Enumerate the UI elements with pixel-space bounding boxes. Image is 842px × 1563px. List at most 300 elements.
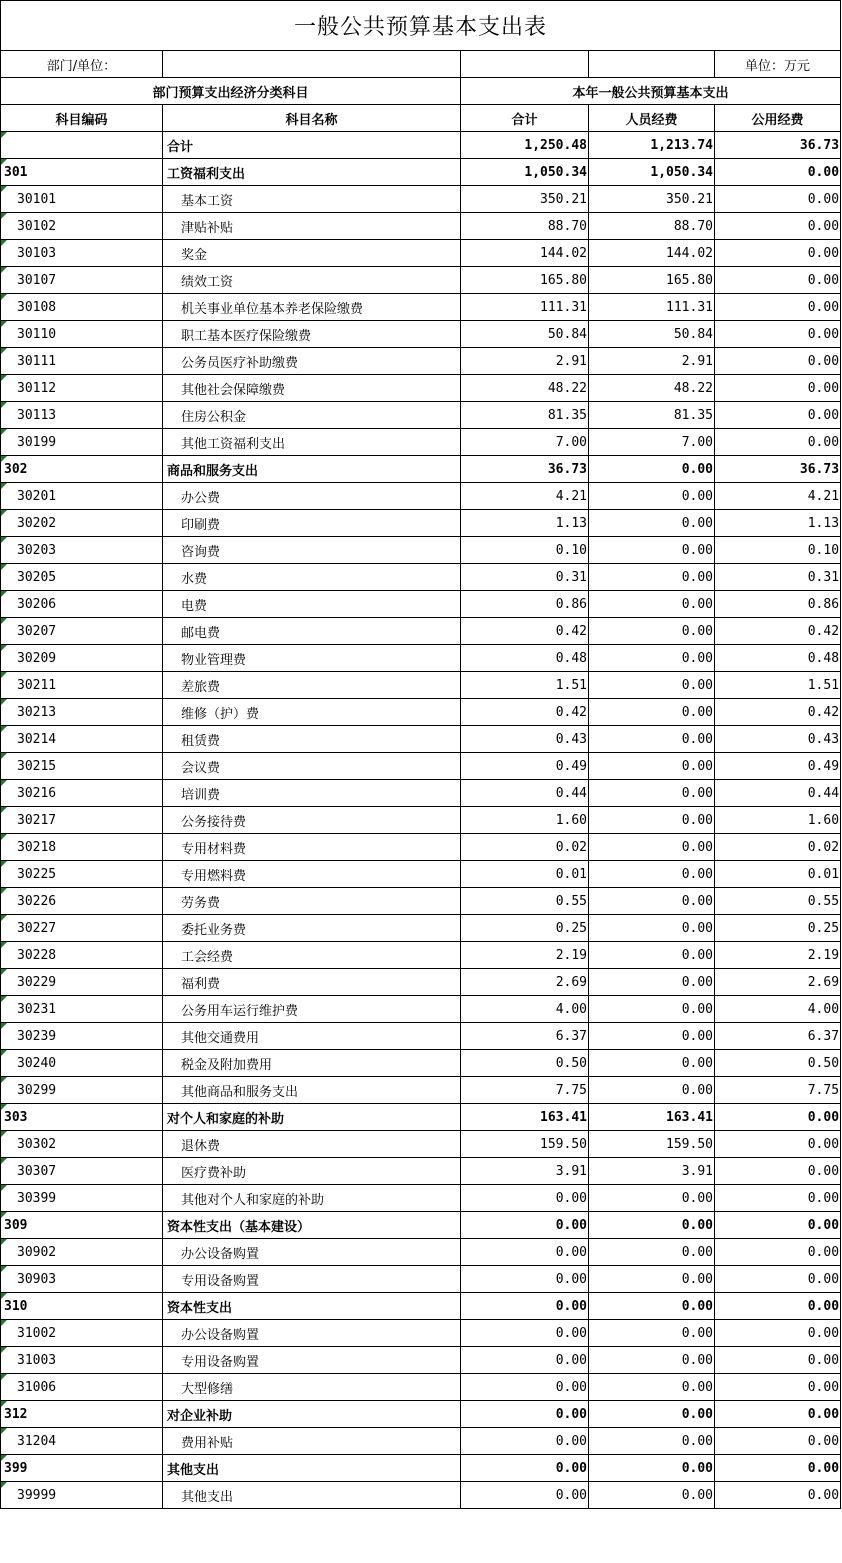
row-name-cell[interactable]: 其他对个人和家庭的补助 bbox=[163, 1185, 461, 1212]
row-code-cell[interactable]: 31204 bbox=[1, 1428, 163, 1455]
meta-empty-cell[interactable] bbox=[461, 51, 589, 78]
row-name-cell[interactable]: 培训费 bbox=[163, 780, 461, 807]
row-name-cell[interactable]: 公务员医疗补助缴费 bbox=[163, 348, 461, 375]
row-code-cell[interactable]: 31006 bbox=[1, 1374, 163, 1401]
row-code-cell[interactable]: 30228 bbox=[1, 942, 163, 969]
row-code-cell[interactable]: 30201 bbox=[1, 483, 163, 510]
row-personnel-cell[interactable]: 0.00 bbox=[589, 1482, 715, 1509]
row-total-cell[interactable]: 1.51 bbox=[461, 672, 589, 699]
table-row bbox=[1, 375, 841, 402]
row-name-cell[interactable]: 合计 bbox=[163, 132, 461, 159]
row-personnel-cell[interactable]: 0.00 bbox=[589, 537, 715, 564]
row-public-cell[interactable]: 0.10 bbox=[715, 537, 841, 564]
row-personnel-cell[interactable]: 48.22 bbox=[589, 375, 715, 402]
row-personnel-cell[interactable]: 159.50 bbox=[589, 1131, 715, 1158]
title-row bbox=[1, 1, 841, 51]
row-code-cell[interactable]: 301 bbox=[1, 159, 163, 186]
row-public-cell[interactable]: 0.00 bbox=[715, 429, 841, 456]
row-total-cell[interactable]: 2.69 bbox=[461, 969, 589, 996]
table-row bbox=[1, 186, 841, 213]
row-public-cell[interactable]: 6.37 bbox=[715, 1023, 841, 1050]
row-code-cell[interactable]: 30215 bbox=[1, 753, 163, 780]
row-personnel-cell[interactable]: 0.00 bbox=[589, 780, 715, 807]
row-personnel-cell[interactable]: 0.00 bbox=[589, 618, 715, 645]
row-name-cell[interactable]: 其他支出 bbox=[163, 1482, 461, 1509]
row-total-cell[interactable]: 0.25 bbox=[461, 915, 589, 942]
row-total-cell[interactable]: 2.91 bbox=[461, 348, 589, 375]
table-row bbox=[1, 645, 841, 672]
row-public-cell[interactable]: 0.48 bbox=[715, 645, 841, 672]
row-total-cell[interactable]: 0.86 bbox=[461, 591, 589, 618]
row-total-cell[interactable]: 88.70 bbox=[461, 213, 589, 240]
row-total-cell[interactable]: 111.31 bbox=[461, 294, 589, 321]
row-code-cell[interactable]: 30240 bbox=[1, 1050, 163, 1077]
row-name-cell[interactable]: 绩效工资 bbox=[163, 267, 461, 294]
row-name-cell[interactable]: 税金及附加费用 bbox=[163, 1050, 461, 1077]
row-total-cell[interactable]: 50.84 bbox=[461, 321, 589, 348]
row-total-cell[interactable]: 36.73 bbox=[461, 456, 589, 483]
row-name-cell[interactable]: 公务用车运行维护费 bbox=[163, 996, 461, 1023]
table-row bbox=[1, 348, 841, 375]
row-code-cell[interactable]: 30217 bbox=[1, 807, 163, 834]
row-name-cell[interactable]: 大型修缮 bbox=[163, 1374, 461, 1401]
row-name-cell[interactable]: 物业管理费 bbox=[163, 645, 461, 672]
header-code: 科目编码 bbox=[1, 105, 163, 132]
row-code-cell[interactable]: 30216 bbox=[1, 780, 163, 807]
row-code-cell[interactable]: 399 bbox=[1, 1455, 163, 1482]
row-name-cell[interactable]: 劳务费 bbox=[163, 888, 461, 915]
row-name-cell[interactable]: 退休费 bbox=[163, 1131, 461, 1158]
row-name-cell[interactable]: 资本性支出 bbox=[163, 1293, 461, 1320]
table-row bbox=[1, 483, 841, 510]
row-total-cell[interactable]: 0.00 bbox=[461, 1482, 589, 1509]
row-name-cell[interactable]: 商品和服务支出 bbox=[163, 456, 461, 483]
meta-empty-cell[interactable] bbox=[589, 51, 715, 78]
row-name-cell[interactable]: 租赁费 bbox=[163, 726, 461, 753]
row-public-cell[interactable]: 1.51 bbox=[715, 672, 841, 699]
table-row bbox=[1, 618, 841, 645]
table-row bbox=[1, 159, 841, 186]
row-personnel-cell[interactable]: 0.00 bbox=[589, 1401, 715, 1428]
row-name-cell[interactable]: 专用设备购置 bbox=[163, 1347, 461, 1374]
row-personnel-cell[interactable]: 0.00 bbox=[589, 1320, 715, 1347]
row-public-cell[interactable]: 0.00 bbox=[715, 1374, 841, 1401]
row-public-cell[interactable]: 0.00 bbox=[715, 1131, 841, 1158]
row-name-cell[interactable]: 其他交通费用 bbox=[163, 1023, 461, 1050]
row-total-cell[interactable]: 0.44 bbox=[461, 780, 589, 807]
row-code-cell[interactable]: 30307 bbox=[1, 1158, 163, 1185]
row-code-cell[interactable]: 31003 bbox=[1, 1347, 163, 1374]
header-total: 合计 bbox=[461, 105, 589, 132]
row-total-cell[interactable]: 48.22 bbox=[461, 375, 589, 402]
row-public-cell[interactable]: 1.13 bbox=[715, 510, 841, 537]
row-code-cell[interactable]: 30111 bbox=[1, 348, 163, 375]
table-row bbox=[1, 1104, 841, 1131]
row-code-cell[interactable]: 312 bbox=[1, 1401, 163, 1428]
table-row bbox=[1, 672, 841, 699]
row-public-cell[interactable]: 0.00 bbox=[715, 186, 841, 213]
row-public-cell[interactable]: 36.73 bbox=[715, 132, 841, 159]
row-personnel-cell[interactable]: 0.00 bbox=[589, 564, 715, 591]
row-personnel-cell[interactable]: 0.00 bbox=[589, 1023, 715, 1050]
row-public-cell[interactable]: 0.00 bbox=[715, 402, 841, 429]
row-name-cell[interactable]: 对个人和家庭的补助 bbox=[163, 1104, 461, 1131]
dept-value-cell[interactable] bbox=[163, 51, 461, 78]
row-personnel-cell[interactable]: 0.00 bbox=[589, 1374, 715, 1401]
row-name-cell[interactable]: 住房公积金 bbox=[163, 402, 461, 429]
row-total-cell[interactable]: 0.00 bbox=[461, 1401, 589, 1428]
row-public-cell[interactable]: 0.00 bbox=[715, 1239, 841, 1266]
row-code-cell[interactable]: 30205 bbox=[1, 564, 163, 591]
row-personnel-cell[interactable]: 0.00 bbox=[589, 510, 715, 537]
row-name-cell[interactable]: 其他工资福利支出 bbox=[163, 429, 461, 456]
row-code-cell[interactable]: 30229 bbox=[1, 969, 163, 996]
row-public-cell[interactable]: 0.25 bbox=[715, 915, 841, 942]
row-total-cell[interactable]: 163.41 bbox=[461, 1104, 589, 1131]
row-personnel-cell[interactable]: 0.00 bbox=[589, 1347, 715, 1374]
row-total-cell[interactable]: 3.91 bbox=[461, 1158, 589, 1185]
row-code-cell[interactable]: 30209 bbox=[1, 645, 163, 672]
row-total-cell[interactable]: 7.75 bbox=[461, 1077, 589, 1104]
table-row bbox=[1, 1131, 841, 1158]
row-total-cell[interactable]: 7.00 bbox=[461, 429, 589, 456]
row-code-cell[interactable]: 39999 bbox=[1, 1482, 163, 1509]
row-personnel-cell[interactable]: 0.00 bbox=[589, 483, 715, 510]
row-public-cell[interactable]: 0.00 bbox=[715, 1293, 841, 1320]
row-name-cell[interactable]: 印刷费 bbox=[163, 510, 461, 537]
row-code-cell[interactable]: 30302 bbox=[1, 1131, 163, 1158]
row-code-cell[interactable]: 30101 bbox=[1, 186, 163, 213]
table-row bbox=[1, 321, 841, 348]
row-code-cell[interactable]: 30103 bbox=[1, 240, 163, 267]
row-public-cell[interactable]: 2.19 bbox=[715, 942, 841, 969]
row-code-cell[interactable]: 30299 bbox=[1, 1077, 163, 1104]
row-public-cell[interactable]: 2.69 bbox=[715, 969, 841, 996]
row-code-cell[interactable]: 30903 bbox=[1, 1266, 163, 1293]
row-public-cell[interactable]: 36.73 bbox=[715, 456, 841, 483]
row-total-cell[interactable]: 4.21 bbox=[461, 483, 589, 510]
row-name-cell[interactable]: 奖金 bbox=[163, 240, 461, 267]
row-total-cell[interactable]: 1.13 bbox=[461, 510, 589, 537]
row-code-cell[interactable]: 30231 bbox=[1, 996, 163, 1023]
row-public-cell[interactable]: 0.42 bbox=[715, 618, 841, 645]
row-public-cell[interactable]: 0.00 bbox=[715, 240, 841, 267]
row-total-cell[interactable]: 0.00 bbox=[461, 1374, 589, 1401]
row-personnel-cell[interactable]: 3.91 bbox=[589, 1158, 715, 1185]
row-public-cell[interactable]: 0.00 bbox=[715, 1212, 841, 1239]
row-code-cell[interactable] bbox=[1, 132, 163, 159]
row-public-cell[interactable]: 0.86 bbox=[715, 591, 841, 618]
row-code-cell[interactable]: 30206 bbox=[1, 591, 163, 618]
row-public-cell[interactable]: 0.00 bbox=[715, 1401, 841, 1428]
row-code-cell[interactable]: 31002 bbox=[1, 1320, 163, 1347]
row-name-cell[interactable]: 专用燃料费 bbox=[163, 861, 461, 888]
row-personnel-cell[interactable]: 0.00 bbox=[589, 942, 715, 969]
row-code-cell[interactable]: 30239 bbox=[1, 1023, 163, 1050]
row-public-cell[interactable]: 0.00 bbox=[715, 1266, 841, 1293]
table-row bbox=[1, 1023, 841, 1050]
row-total-cell[interactable]: 0.00 bbox=[461, 1239, 589, 1266]
row-name-cell[interactable]: 差旅费 bbox=[163, 672, 461, 699]
table-row bbox=[1, 1320, 841, 1347]
table-row bbox=[1, 294, 841, 321]
row-public-cell[interactable]: 1.60 bbox=[715, 807, 841, 834]
row-name-cell[interactable]: 机关事业单位基本养老保险缴费 bbox=[163, 294, 461, 321]
row-total-cell[interactable]: 0.43 bbox=[461, 726, 589, 753]
row-total-cell[interactable]: 0.02 bbox=[461, 834, 589, 861]
row-public-cell[interactable]: 0.44 bbox=[715, 780, 841, 807]
row-public-cell[interactable]: 0.31 bbox=[715, 564, 841, 591]
row-name-cell[interactable]: 专用设备购置 bbox=[163, 1266, 461, 1293]
row-name-cell[interactable]: 津贴补贴 bbox=[163, 213, 461, 240]
table-row bbox=[1, 1293, 841, 1320]
row-public-cell[interactable]: 0.49 bbox=[715, 753, 841, 780]
table-row bbox=[1, 1455, 841, 1482]
row-name-cell[interactable]: 办公设备购置 bbox=[163, 1320, 461, 1347]
row-personnel-cell[interactable]: 0.00 bbox=[589, 726, 715, 753]
table-row bbox=[1, 1212, 841, 1239]
table-row bbox=[1, 942, 841, 969]
row-public-cell[interactable]: 0.00 bbox=[715, 1482, 841, 1509]
row-name-cell[interactable]: 其他社会保障缴费 bbox=[163, 375, 461, 402]
table-row bbox=[1, 510, 841, 537]
row-name-cell[interactable]: 医疗费补助 bbox=[163, 1158, 461, 1185]
row-name-cell[interactable]: 维修（护）费 bbox=[163, 699, 461, 726]
row-personnel-cell[interactable]: 0.00 bbox=[589, 1239, 715, 1266]
row-name-cell[interactable]: 工会经费 bbox=[163, 942, 461, 969]
row-public-cell[interactable]: 0.55 bbox=[715, 888, 841, 915]
row-name-cell[interactable]: 专用材料费 bbox=[163, 834, 461, 861]
row-code-cell[interactable]: 30199 bbox=[1, 429, 163, 456]
row-name-cell[interactable]: 其他支出 bbox=[163, 1455, 461, 1482]
row-name-cell[interactable]: 福利费 bbox=[163, 969, 461, 996]
row-name-cell[interactable]: 对企业补助 bbox=[163, 1401, 461, 1428]
row-name-cell[interactable]: 电费 bbox=[163, 591, 461, 618]
row-total-cell[interactable]: 0.00 bbox=[461, 1428, 589, 1455]
row-total-cell[interactable]: 2.19 bbox=[461, 942, 589, 969]
row-personnel-cell[interactable]: 0.00 bbox=[589, 753, 715, 780]
table-row bbox=[1, 915, 841, 942]
row-code-cell[interactable]: 302 bbox=[1, 456, 163, 483]
row-total-cell[interactable]: 0.49 bbox=[461, 753, 589, 780]
table-row bbox=[1, 1374, 841, 1401]
row-code-cell[interactable]: 30110 bbox=[1, 321, 163, 348]
table-row bbox=[1, 888, 841, 915]
row-personnel-cell[interactable]: 1,050.34 bbox=[589, 159, 715, 186]
row-public-cell[interactable]: 0.00 bbox=[715, 1104, 841, 1131]
group-header-left: 部门预算支出经济分类科目 bbox=[1, 78, 461, 105]
row-public-cell[interactable]: 0.00 bbox=[715, 1320, 841, 1347]
row-code-cell[interactable]: 303 bbox=[1, 1104, 163, 1131]
row-name-cell[interactable]: 工资福利支出 bbox=[163, 159, 461, 186]
row-personnel-cell[interactable]: 0.00 bbox=[589, 1293, 715, 1320]
row-code-cell[interactable]: 30226 bbox=[1, 888, 163, 915]
row-public-cell[interactable]: 0.01 bbox=[715, 861, 841, 888]
row-personnel-cell[interactable]: 111.31 bbox=[589, 294, 715, 321]
row-total-cell[interactable]: 0.00 bbox=[461, 1347, 589, 1374]
table-row bbox=[1, 591, 841, 618]
row-personnel-cell[interactable]: 0.00 bbox=[589, 1077, 715, 1104]
row-personnel-cell[interactable]: 7.00 bbox=[589, 429, 715, 456]
row-total-cell[interactable]: 0.48 bbox=[461, 645, 589, 672]
row-personnel-cell[interactable]: 0.00 bbox=[589, 672, 715, 699]
row-personnel-cell[interactable]: 350.21 bbox=[589, 186, 715, 213]
row-public-cell[interactable]: 0.00 bbox=[715, 1455, 841, 1482]
row-public-cell[interactable]: 0.42 bbox=[715, 699, 841, 726]
row-code-cell[interactable]: 30113 bbox=[1, 402, 163, 429]
row-public-cell[interactable]: 0.00 bbox=[715, 1158, 841, 1185]
row-name-cell[interactable]: 办公设备购置 bbox=[163, 1239, 461, 1266]
row-code-cell[interactable]: 30108 bbox=[1, 294, 163, 321]
row-code-cell[interactable]: 30112 bbox=[1, 375, 163, 402]
row-total-cell[interactable]: 0.00 bbox=[461, 1455, 589, 1482]
row-total-cell[interactable]: 0.00 bbox=[461, 1320, 589, 1347]
table-row bbox=[1, 1239, 841, 1266]
row-public-cell[interactable]: 0.00 bbox=[715, 1428, 841, 1455]
row-code-cell[interactable]: 30399 bbox=[1, 1185, 163, 1212]
row-total-cell[interactable]: 0.10 bbox=[461, 537, 589, 564]
row-personnel-cell[interactable]: 81.35 bbox=[589, 402, 715, 429]
row-total-cell[interactable]: 4.00 bbox=[461, 996, 589, 1023]
row-code-cell[interactable]: 30225 bbox=[1, 861, 163, 888]
header-personnel: 人员经费 bbox=[589, 105, 715, 132]
row-personnel-cell[interactable]: 0.00 bbox=[589, 1050, 715, 1077]
header-name: 科目名称 bbox=[163, 105, 461, 132]
row-personnel-cell[interactable]: 0.00 bbox=[589, 969, 715, 996]
dept-label: 部门/单位： bbox=[1, 51, 163, 78]
row-code-cell[interactable]: 30203 bbox=[1, 537, 163, 564]
row-total-cell[interactable]: 81.35 bbox=[461, 402, 589, 429]
row-name-cell[interactable]: 职工基本医疗保险缴费 bbox=[163, 321, 461, 348]
row-personnel-cell[interactable]: 0.00 bbox=[589, 861, 715, 888]
row-name-cell[interactable]: 会议费 bbox=[163, 753, 461, 780]
row-code-cell[interactable]: 30211 bbox=[1, 672, 163, 699]
row-personnel-cell[interactable]: 2.91 bbox=[589, 348, 715, 375]
row-personnel-cell[interactable]: 88.70 bbox=[589, 213, 715, 240]
row-personnel-cell[interactable]: 0.00 bbox=[589, 1266, 715, 1293]
row-name-cell[interactable]: 办公费 bbox=[163, 483, 461, 510]
unit-label: 单位：万元 bbox=[715, 51, 841, 78]
row-total-cell[interactable]: 0.42 bbox=[461, 699, 589, 726]
row-total-cell[interactable]: 0.00 bbox=[461, 1185, 589, 1212]
row-total-cell[interactable]: 0.00 bbox=[461, 1212, 589, 1239]
row-personnel-cell[interactable]: 0.00 bbox=[589, 915, 715, 942]
table-row bbox=[1, 456, 841, 483]
row-total-cell[interactable]: 1,250.48 bbox=[461, 132, 589, 159]
row-personnel-cell[interactable]: 0.00 bbox=[589, 834, 715, 861]
row-public-cell[interactable]: 0.50 bbox=[715, 1050, 841, 1077]
row-code-cell[interactable]: 30107 bbox=[1, 267, 163, 294]
table-row bbox=[1, 132, 841, 159]
group-header-row bbox=[1, 78, 841, 105]
row-public-cell[interactable]: 0.00 bbox=[715, 294, 841, 321]
row-total-cell[interactable]: 0.55 bbox=[461, 888, 589, 915]
row-total-cell[interactable]: 144.02 bbox=[461, 240, 589, 267]
row-name-cell[interactable]: 其他商品和服务支出 bbox=[163, 1077, 461, 1104]
row-total-cell[interactable]: 159.50 bbox=[461, 1131, 589, 1158]
row-code-cell[interactable]: 30207 bbox=[1, 618, 163, 645]
row-total-cell[interactable]: 1.60 bbox=[461, 807, 589, 834]
row-personnel-cell[interactable]: 1,213.74 bbox=[589, 132, 715, 159]
table-row bbox=[1, 699, 841, 726]
row-personnel-cell[interactable]: 0.00 bbox=[589, 1185, 715, 1212]
row-public-cell[interactable]: 0.00 bbox=[715, 321, 841, 348]
row-public-cell[interactable]: 4.21 bbox=[715, 483, 841, 510]
table-row bbox=[1, 1185, 841, 1212]
row-public-cell[interactable]: 0.00 bbox=[715, 1347, 841, 1374]
row-code-cell[interactable]: 30218 bbox=[1, 834, 163, 861]
row-code-cell[interactable]: 30214 bbox=[1, 726, 163, 753]
row-personnel-cell[interactable]: 0.00 bbox=[589, 1428, 715, 1455]
header-public: 公用经费 bbox=[715, 105, 841, 132]
row-name-cell[interactable]: 费用补贴 bbox=[163, 1428, 461, 1455]
row-personnel-cell[interactable]: 163.41 bbox=[589, 1104, 715, 1131]
row-name-cell[interactable]: 公务接待费 bbox=[163, 807, 461, 834]
row-code-cell[interactable]: 30102 bbox=[1, 213, 163, 240]
group-header-right: 本年一般公共预算基本支出 bbox=[461, 78, 841, 105]
row-code-cell[interactable]: 30902 bbox=[1, 1239, 163, 1266]
row-name-cell[interactable]: 水费 bbox=[163, 564, 461, 591]
row-personnel-cell[interactable]: 0.00 bbox=[589, 1455, 715, 1482]
table-row bbox=[1, 726, 841, 753]
row-total-cell[interactable]: 165.80 bbox=[461, 267, 589, 294]
row-name-cell[interactable]: 委托业务费 bbox=[163, 915, 461, 942]
row-code-cell[interactable]: 30227 bbox=[1, 915, 163, 942]
row-total-cell[interactable]: 0.00 bbox=[461, 1266, 589, 1293]
row-personnel-cell[interactable]: 0.00 bbox=[589, 888, 715, 915]
row-name-cell[interactable]: 资本性支出（基本建设） bbox=[163, 1212, 461, 1239]
row-personnel-cell[interactable]: 50.84 bbox=[589, 321, 715, 348]
row-total-cell[interactable]: 0.42 bbox=[461, 618, 589, 645]
row-personnel-cell[interactable]: 0.00 bbox=[589, 591, 715, 618]
row-name-cell[interactable]: 邮电费 bbox=[163, 618, 461, 645]
row-personnel-cell[interactable]: 165.80 bbox=[589, 267, 715, 294]
row-personnel-cell[interactable]: 0.00 bbox=[589, 1212, 715, 1239]
row-public-cell[interactable]: 0.00 bbox=[715, 375, 841, 402]
row-public-cell[interactable]: 0.00 bbox=[715, 159, 841, 186]
row-public-cell[interactable]: 0.00 bbox=[715, 1185, 841, 1212]
row-code-cell[interactable]: 309 bbox=[1, 1212, 163, 1239]
row-personnel-cell[interactable]: 144.02 bbox=[589, 240, 715, 267]
row-code-cell[interactable]: 30213 bbox=[1, 699, 163, 726]
row-public-cell[interactable]: 7.75 bbox=[715, 1077, 841, 1104]
row-total-cell[interactable]: 0.31 bbox=[461, 564, 589, 591]
row-code-cell[interactable]: 30202 bbox=[1, 510, 163, 537]
row-personnel-cell[interactable]: 0.00 bbox=[589, 645, 715, 672]
row-total-cell[interactable]: 0.01 bbox=[461, 861, 589, 888]
row-personnel-cell[interactable]: 0.00 bbox=[589, 996, 715, 1023]
row-name-cell[interactable]: 咨询费 bbox=[163, 537, 461, 564]
row-total-cell[interactable]: 6.37 bbox=[461, 1023, 589, 1050]
table-row bbox=[1, 1428, 841, 1455]
row-personnel-cell[interactable]: 0.00 bbox=[589, 807, 715, 834]
row-public-cell[interactable]: 0.00 bbox=[715, 267, 841, 294]
row-total-cell[interactable]: 1,050.34 bbox=[461, 159, 589, 186]
row-public-cell[interactable]: 0.00 bbox=[715, 348, 841, 375]
row-name-cell[interactable]: 基本工资 bbox=[163, 186, 461, 213]
row-public-cell[interactable]: 0.00 bbox=[715, 213, 841, 240]
row-personnel-cell[interactable]: 0.00 bbox=[589, 699, 715, 726]
row-public-cell[interactable]: 0.02 bbox=[715, 834, 841, 861]
row-public-cell[interactable]: 0.43 bbox=[715, 726, 841, 753]
row-public-cell[interactable]: 4.00 bbox=[715, 996, 841, 1023]
row-total-cell[interactable]: 0.00 bbox=[461, 1293, 589, 1320]
row-code-cell[interactable]: 310 bbox=[1, 1293, 163, 1320]
row-total-cell[interactable]: 350.21 bbox=[461, 186, 589, 213]
row-total-cell[interactable]: 0.50 bbox=[461, 1050, 589, 1077]
page-title: 一般公共预算基本支出表 bbox=[1, 1, 841, 51]
row-personnel-cell[interactable]: 0.00 bbox=[589, 456, 715, 483]
